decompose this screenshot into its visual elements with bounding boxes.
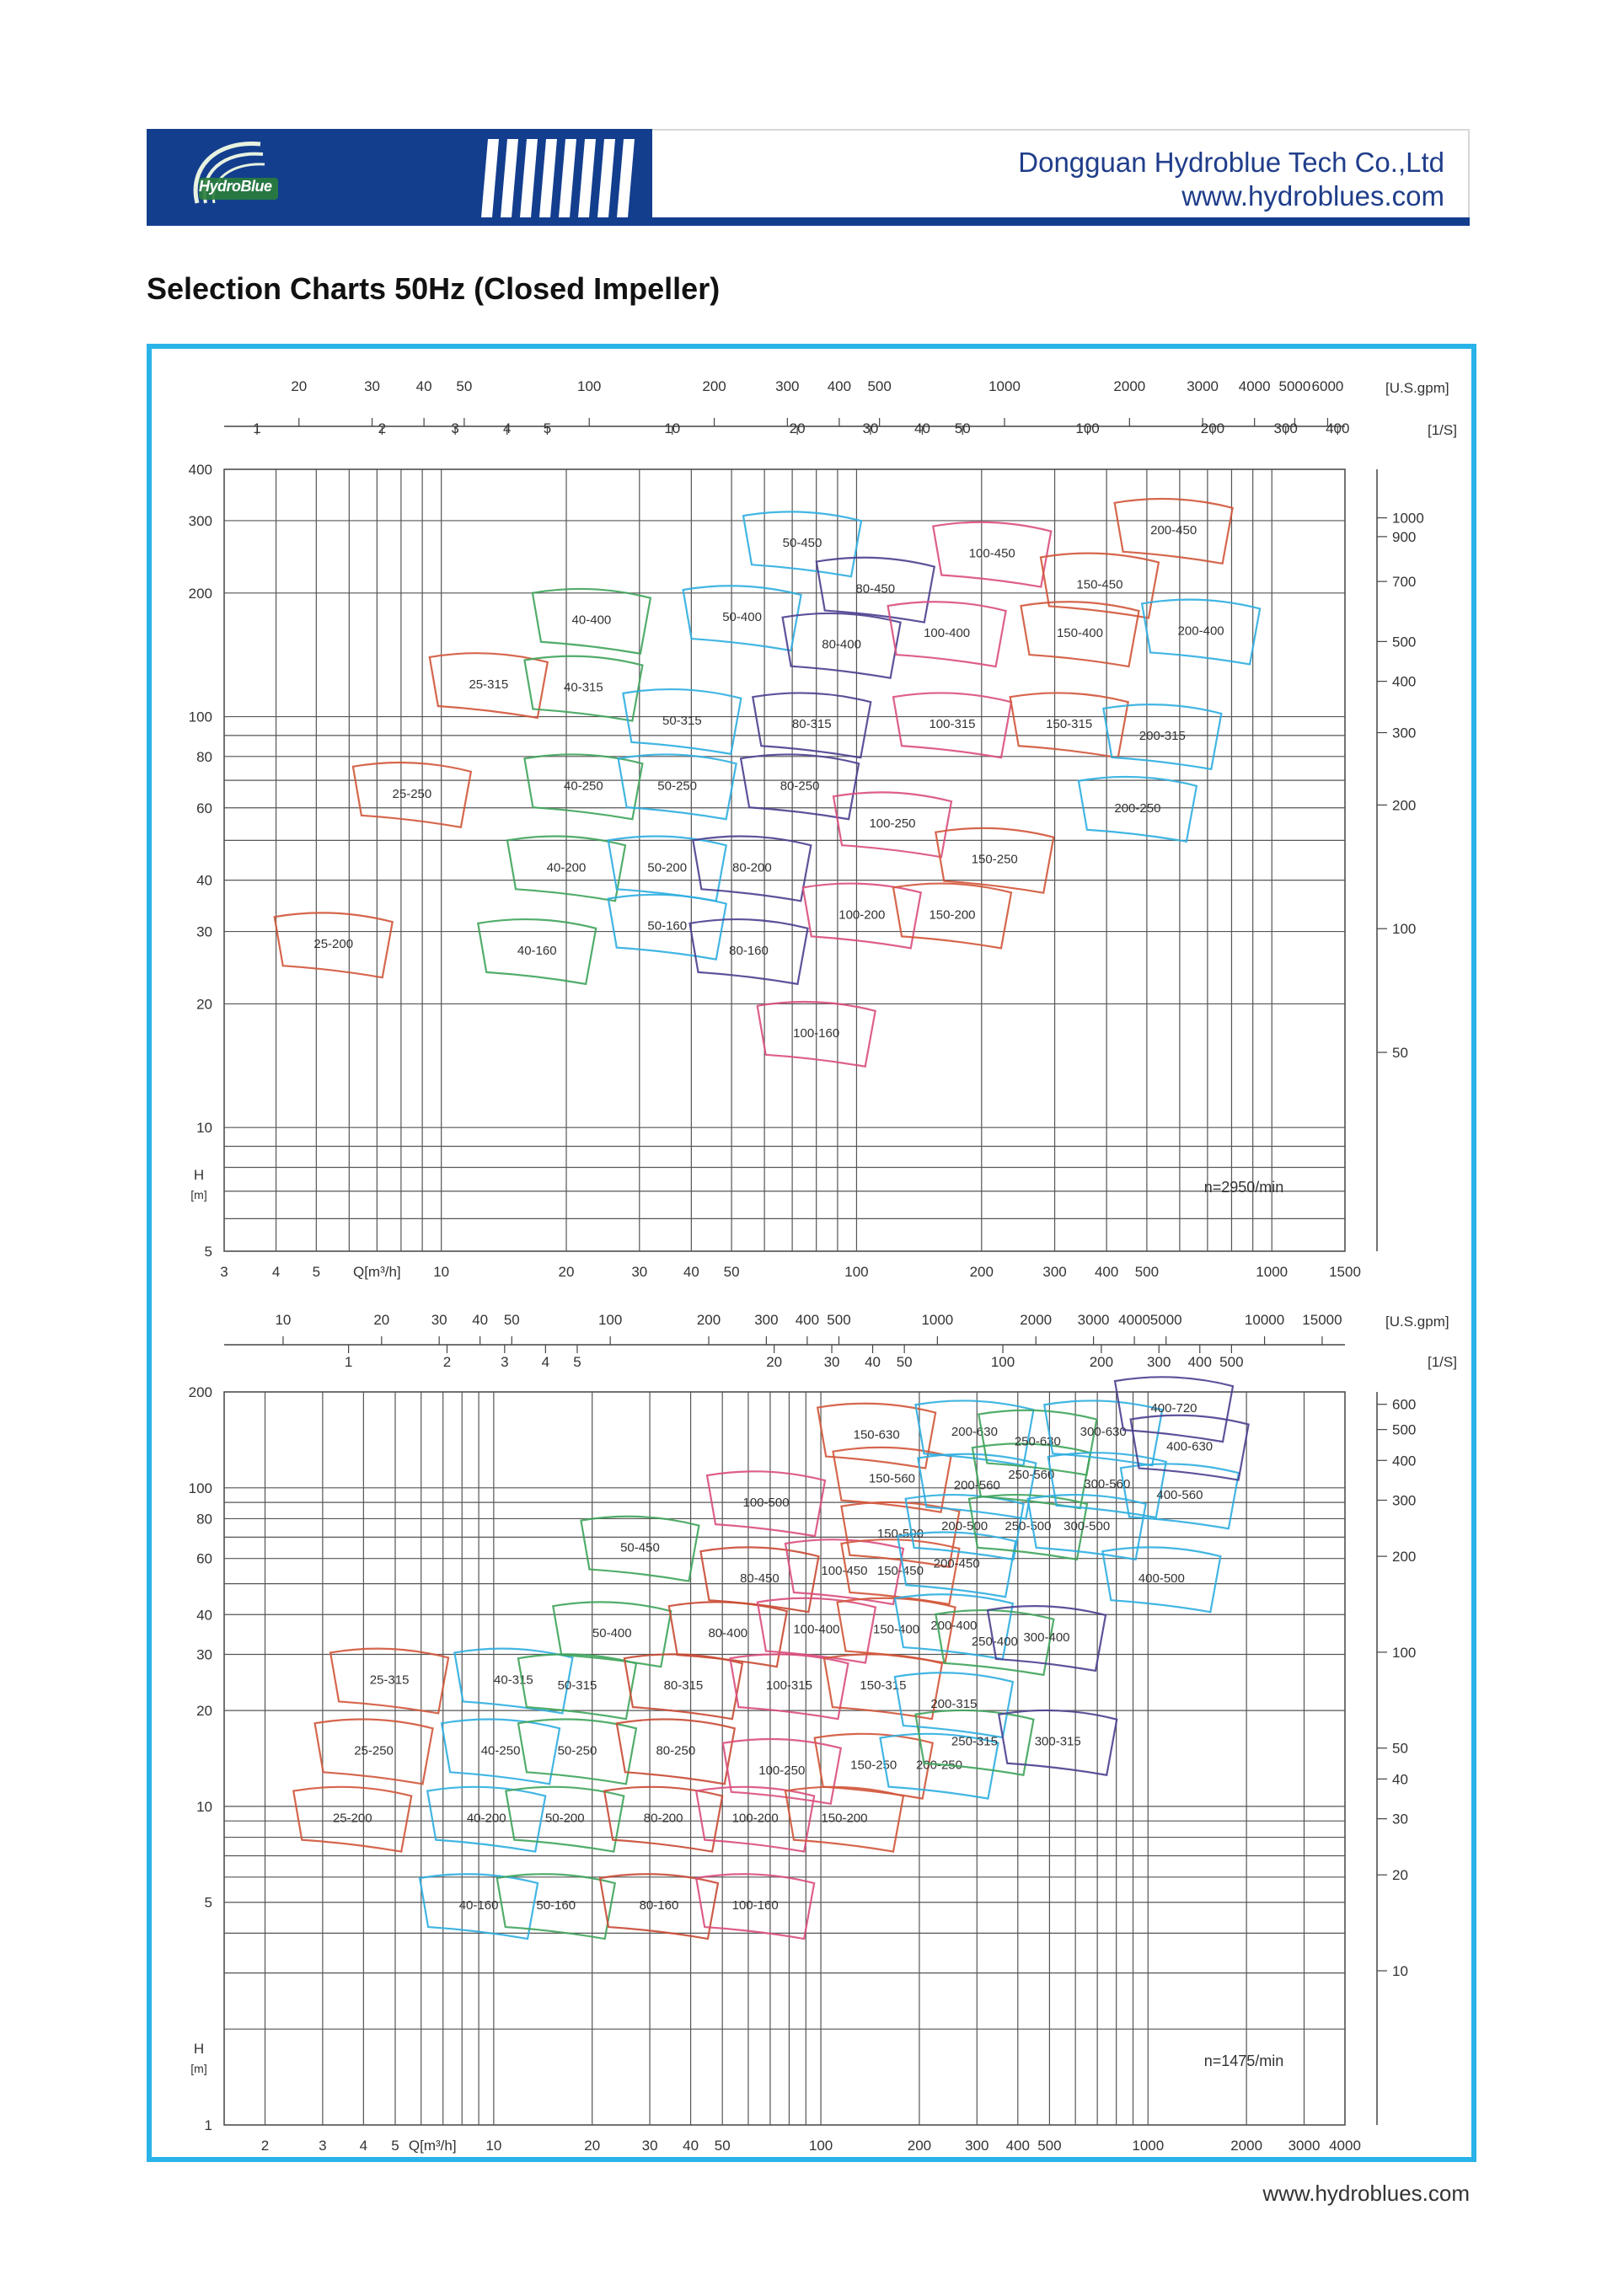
model-label: 150-200	[929, 907, 976, 923]
model-label: 200-250	[1114, 800, 1161, 816]
gpm-tick-label: 4000	[1118, 1312, 1151, 1328]
model-label: 100-315	[765, 1678, 812, 1694]
x-tick-label: 200	[907, 2138, 932, 2154]
gpm-tick-label: 1000	[921, 1312, 954, 1328]
ls-tick-label: 200	[1200, 420, 1225, 436]
model-label: 100-400	[793, 1622, 840, 1637]
model-label: 200-400	[1177, 624, 1224, 639]
gpm-tick-label: 3000	[1077, 1312, 1110, 1328]
model-label: 250-315	[951, 1734, 998, 1749]
model-label: 250-400	[971, 1634, 1018, 1649]
right-tick-label: 700	[1392, 574, 1417, 591]
right-tick-label: 30	[1392, 1811, 1408, 1828]
model-label: 80-400	[822, 637, 861, 652]
right-tick-label: 900	[1392, 528, 1417, 545]
right-tick-label: 500	[1392, 634, 1417, 650]
y-tick-label: 5	[204, 1894, 212, 1911]
ls-tick-label: 400	[1187, 1354, 1212, 1370]
y-tick-label: 40	[196, 872, 212, 889]
model-label: 50-250	[657, 779, 698, 794]
x-tick-label: 20	[558, 1264, 575, 1280]
model-label: 300-560	[1084, 1476, 1131, 1491]
model-label: 40-200	[546, 860, 587, 875]
model-label: 25-315	[369, 1672, 410, 1688]
x-tick-label: 300	[965, 2138, 989, 2154]
model-label: 25-200	[313, 937, 354, 952]
model-label: 150-200	[821, 1811, 868, 1826]
model-label: 100-400	[924, 626, 971, 641]
model-label: 40-200	[466, 1811, 506, 1826]
x-tick-label: 1500	[1329, 1264, 1361, 1280]
y-tick-label: 300	[188, 512, 212, 529]
gpm-tick-label: 500	[827, 1312, 851, 1328]
model-label: 80-200	[731, 860, 772, 875]
gpm-unit: [U.S.gpm]	[1385, 1314, 1449, 1330]
gpm-unit: [U.S.gpm]	[1385, 380, 1449, 396]
model-label: 50-250	[557, 1743, 597, 1758]
y-tick-label: 10	[196, 1120, 212, 1137]
y-axis-title: H	[193, 2041, 205, 2057]
right-tick-label: 40	[1392, 1771, 1408, 1788]
ls-tick-label: 4	[541, 1354, 550, 1370]
ls-tick-label: 40	[865, 1354, 881, 1370]
model-label: 80-250	[656, 1743, 696, 1758]
x-tick-label: 2000	[1230, 2138, 1263, 2154]
model-label: 25-250	[392, 786, 432, 801]
model-label: 150-630	[853, 1427, 900, 1442]
gpm-tick-label: 1000	[988, 378, 1021, 394]
gpm-tick-label: 50	[456, 378, 473, 394]
x-tick-label: 30	[631, 1264, 648, 1280]
y-axis-title: H	[193, 1167, 205, 1183]
model-label: 80-200	[643, 1811, 683, 1826]
y-tick-label: 20	[196, 996, 212, 1013]
x-tick-label: 2	[260, 2138, 270, 2154]
x-tick-label: 40	[683, 1264, 699, 1280]
x-tick-label: 300	[1042, 1264, 1067, 1280]
ls-tick-label: 1	[344, 1354, 353, 1370]
y-tick-label: 80	[196, 1511, 212, 1528]
model-label: 50-200	[544, 1811, 585, 1826]
ls-unit: [1/S]	[1428, 1354, 1457, 1370]
model-label: 200-560	[953, 1478, 1000, 1493]
model-label: 50-450	[782, 536, 822, 551]
x-tick-label: 3	[319, 2138, 327, 2154]
model-label: 150-400	[1056, 626, 1104, 641]
model-label: 150-450	[876, 1563, 924, 1578]
model-label: 150-315	[860, 1678, 907, 1694]
model-label: 80-250	[780, 779, 820, 794]
model-label: 80-450	[855, 581, 896, 597]
gpm-tick-label: 5000	[1149, 1312, 1182, 1328]
model-label: 80-160	[639, 1898, 679, 1913]
y-tick-label: 1	[204, 2117, 212, 2133]
y-tick-label: 30	[196, 1646, 212, 1663]
page-title: Selection Charts 50Hz (Closed Impeller)	[147, 271, 721, 306]
y-tick-label: 60	[196, 800, 212, 816]
model-label: 80-315	[663, 1678, 704, 1694]
model-label: 150-560	[868, 1471, 916, 1486]
x-tick-label: 4	[271, 1264, 281, 1280]
y-tick-label: 10	[196, 1798, 212, 1815]
model-label: 40-160	[517, 943, 557, 958]
gpm-tick-label: 20	[291, 378, 308, 394]
model-label: 400-720	[1150, 1401, 1197, 1416]
company-website[interactable]: www.hydroblues.com	[1181, 180, 1444, 211]
gpm-tick-label: 10000	[1244, 1312, 1285, 1328]
model-label: 25-250	[354, 1743, 394, 1758]
gpm-tick-label: 30	[431, 1312, 447, 1328]
model-label: 50-315	[557, 1678, 597, 1694]
ls-tick-label: 300	[1273, 420, 1298, 436]
gpm-tick-label: 40	[472, 1312, 489, 1328]
y-tick-label: 100	[188, 709, 212, 725]
gpm-tick-label: 100	[597, 1312, 623, 1328]
x-tick-label: 5	[312, 1264, 321, 1280]
right-tick-label: 600	[1392, 1396, 1417, 1413]
x-tick-label: 400	[1005, 2138, 1030, 2154]
model-label: 200-400	[930, 1619, 978, 1634]
gpm-tick-label: 100	[577, 378, 602, 394]
model-label: 100-200	[838, 907, 886, 923]
x-tick-label: 1000	[1256, 1264, 1289, 1280]
x-tick-label: 4	[359, 2138, 368, 2154]
model-label: 100-500	[742, 1496, 790, 1511]
gpm-tick-label: 5000	[1278, 378, 1311, 394]
x-tick-label: 40	[683, 2138, 699, 2154]
right-tick-label: 100	[1392, 921, 1417, 938]
gpm-tick-label: 300	[754, 1312, 779, 1328]
model-label: 100-315	[929, 717, 976, 732]
y-tick-label: 80	[196, 748, 212, 765]
right-tick-label: 10	[1392, 1963, 1408, 1980]
y-tick-label: 400	[188, 462, 212, 478]
model-label: 40-315	[564, 680, 603, 695]
right-tick-label: 500	[1392, 1421, 1417, 1438]
model-label: 40-250	[480, 1743, 521, 1758]
y-tick-label: 5	[204, 1244, 212, 1260]
ls-tick-label: 1	[253, 420, 261, 436]
model-label: 300-400	[1023, 1630, 1070, 1645]
x-tick-label: 500	[1134, 1264, 1160, 1280]
model-label: 250-560	[1008, 1468, 1055, 1483]
x-tick-label: 10	[485, 2138, 502, 2154]
right-tick-label: 1000	[1392, 510, 1424, 527]
model-label: 150-250	[971, 852, 1018, 867]
model-label: 300-630	[1080, 1425, 1127, 1440]
speed-label: n=2950/min	[1203, 1179, 1284, 1196]
x-axis-title: Q[m³/h]	[352, 1264, 401, 1280]
logo-text: HydroBlue	[199, 178, 272, 195]
x-tick-label: 30	[641, 2138, 658, 2154]
y-tick-label: 40	[196, 1607, 212, 1624]
ls-tick-label: 10	[664, 420, 681, 436]
x-tick-label: 3	[220, 1264, 228, 1280]
gpm-tick-label: 300	[775, 378, 800, 394]
gpm-tick-label: 2000	[1020, 1312, 1053, 1328]
ls-tick-label: 300	[1147, 1354, 1171, 1370]
model-label: 250-500	[1005, 1518, 1052, 1533]
model-label: 80-160	[729, 943, 769, 958]
right-tick-label: 50	[1392, 1740, 1408, 1757]
model-label: 50-400	[722, 610, 762, 625]
y-tick-label: 200	[188, 585, 212, 602]
model-label: 150-450	[1076, 577, 1123, 592]
model-label: 200-450	[933, 1556, 980, 1571]
gpm-tick-label: 400	[827, 378, 852, 394]
gpm-tick-label: 50	[503, 1312, 520, 1328]
model-label: 150-400	[872, 1622, 920, 1637]
right-tick-label: 200	[1392, 1549, 1417, 1565]
model-label: 200-315	[1138, 728, 1186, 743]
speed-label: n=1475/min	[1203, 2052, 1284, 2069]
model-label: 40-400	[571, 613, 612, 628]
ls-tick-label: 30	[862, 420, 879, 436]
ls-tick-label: 40	[914, 420, 930, 436]
gpm-tick-label: 4000	[1238, 378, 1271, 394]
gpm-tick-label: 10	[275, 1312, 292, 1328]
gpm-tick-label: 400	[795, 1312, 820, 1328]
model-label: 50-315	[662, 713, 702, 728]
model-label: 150-250	[850, 1758, 897, 1773]
model-label: 80-400	[708, 1626, 748, 1641]
y-axis-unit: [m]	[190, 1188, 207, 1202]
x-tick-label: 500	[1037, 2138, 1062, 2154]
x-tick-label: 100	[808, 2138, 833, 2154]
hydroblue-logo	[180, 136, 281, 211]
model-label: 200-630	[951, 1425, 998, 1440]
ls-tick-label: 50	[954, 420, 971, 436]
model-label: 200-315	[930, 1697, 978, 1712]
right-tick-label: 300	[1392, 725, 1417, 741]
gpm-tick-label: 40	[415, 378, 432, 394]
y-axis-unit: [m]	[190, 2062, 207, 2075]
x-tick-label: 200	[969, 1264, 994, 1280]
ls-tick-label: 50	[896, 1354, 913, 1370]
x-tick-label: 100	[844, 1264, 869, 1280]
gpm-tick-label: 200	[696, 1312, 721, 1328]
ls-tick-label: 2	[442, 1354, 452, 1370]
x-tick-label: 20	[584, 2138, 601, 2154]
page-header	[147, 129, 1470, 226]
ls-tick-label: 3	[451, 420, 459, 436]
gpm-tick-label: 200	[702, 378, 726, 394]
x-tick-label: 5	[391, 2138, 399, 2154]
model-label: 150-315	[1046, 717, 1093, 732]
model-label: 300-315	[1034, 1734, 1081, 1749]
model-label: 25-200	[332, 1811, 372, 1826]
right-tick-label: 200	[1392, 797, 1417, 814]
model-label: 400-560	[1156, 1488, 1203, 1503]
plot-area	[224, 469, 1345, 1251]
model-label: 40-160	[458, 1898, 499, 1913]
chart-2	[189, 1312, 1457, 2154]
ls-tick-label: 2	[378, 420, 387, 436]
right-tick-label: 20	[1392, 1867, 1408, 1884]
x-tick-label: 50	[723, 1264, 740, 1280]
header-rule	[147, 217, 1470, 226]
model-label: 50-400	[592, 1626, 632, 1641]
ls-tick-label: 400	[1326, 420, 1350, 436]
ls-tick-label: 20	[766, 1354, 783, 1370]
model-label: 40-250	[564, 779, 603, 794]
ls-tick-label: 200	[1089, 1354, 1114, 1370]
ls-tick-label: 5	[543, 420, 552, 436]
ls-tick-label: 20	[789, 420, 806, 436]
x-axis-title: Q[m³/h]	[408, 2138, 457, 2154]
model-label: 100-450	[821, 1563, 868, 1578]
y-tick-label: 100	[188, 1480, 212, 1496]
model-label: 100-200	[731, 1811, 779, 1826]
gpm-tick-label: 20	[373, 1312, 390, 1328]
model-label: 100-250	[869, 816, 916, 832]
model-label: 80-450	[740, 1571, 780, 1587]
gpm-tick-label: 30	[364, 378, 381, 394]
y-tick-label: 200	[188, 1384, 212, 1400]
y-tick-label: 20	[196, 1703, 212, 1720]
ls-tick-label: 4	[502, 420, 512, 436]
model-label: 50-200	[647, 860, 688, 875]
x-tick-label: 50	[714, 2138, 731, 2154]
right-tick-label: 400	[1392, 673, 1417, 690]
model-label: 25-315	[469, 677, 509, 692]
gpm-tick-label: 15000	[1302, 1312, 1342, 1328]
model-label: 50-160	[647, 918, 688, 934]
model-label: 200-500	[941, 1518, 988, 1533]
right-tick-label: 50	[1392, 1044, 1408, 1061]
gpm-tick-label: 6000	[1311, 378, 1344, 394]
model-label: 100-160	[793, 1025, 840, 1041]
ls-tick-label: 100	[1075, 420, 1100, 436]
y-tick-label: 30	[196, 923, 212, 940]
model-label: 50-160	[536, 1898, 576, 1913]
model-label: 100-450	[968, 546, 1015, 561]
ls-unit: [1/S]	[1428, 422, 1457, 438]
model-label: 100-250	[758, 1763, 806, 1778]
right-tick-label: 400	[1392, 1453, 1417, 1469]
model-label: 40-315	[494, 1672, 533, 1688]
model-label: 200-450	[1150, 522, 1197, 538]
ls-tick-label: 5	[573, 1354, 581, 1370]
ls-tick-label: 30	[823, 1354, 840, 1370]
company-name: Dongguan Hydroblue Tech Co.,Ltd	[1018, 147, 1444, 178]
x-tick-label: 400	[1094, 1264, 1119, 1280]
gpm-tick-label: 500	[867, 378, 892, 394]
x-tick-label: 4000	[1329, 2138, 1361, 2154]
right-tick-label: 100	[1392, 1644, 1417, 1661]
model-label: 50-450	[620, 1540, 660, 1555]
y-tick-label: 60	[196, 1550, 212, 1567]
gpm-tick-label: 3000	[1187, 378, 1219, 394]
model-label: 400-630	[1166, 1439, 1214, 1454]
x-tick-label: 3000	[1288, 2138, 1321, 2154]
company-block	[1018, 146, 1444, 213]
ls-tick-label: 3	[501, 1354, 509, 1370]
x-tick-label: 10	[433, 1264, 450, 1280]
model-label: 100-160	[731, 1898, 779, 1913]
model-label: 200-250	[915, 1758, 963, 1773]
gpm-tick-label: 2000	[1113, 378, 1146, 394]
x-tick-label: 1000	[1132, 2138, 1165, 2154]
model-label: 300-500	[1063, 1518, 1111, 1533]
ls-tick-label: 100	[990, 1354, 1015, 1370]
ls-tick-label: 500	[1219, 1354, 1244, 1370]
right-tick-label: 300	[1392, 1492, 1417, 1509]
footer-url[interactable]: www.hydroblues.com	[1262, 2181, 1470, 2206]
model-label: 400-500	[1138, 1571, 1185, 1587]
model-label: 250-630	[1014, 1434, 1061, 1449]
model-label: 80-315	[791, 717, 832, 732]
selection-charts	[152, 349, 1471, 2157]
chart-1	[189, 378, 1457, 1280]
model-label: 150-500	[876, 1526, 924, 1541]
